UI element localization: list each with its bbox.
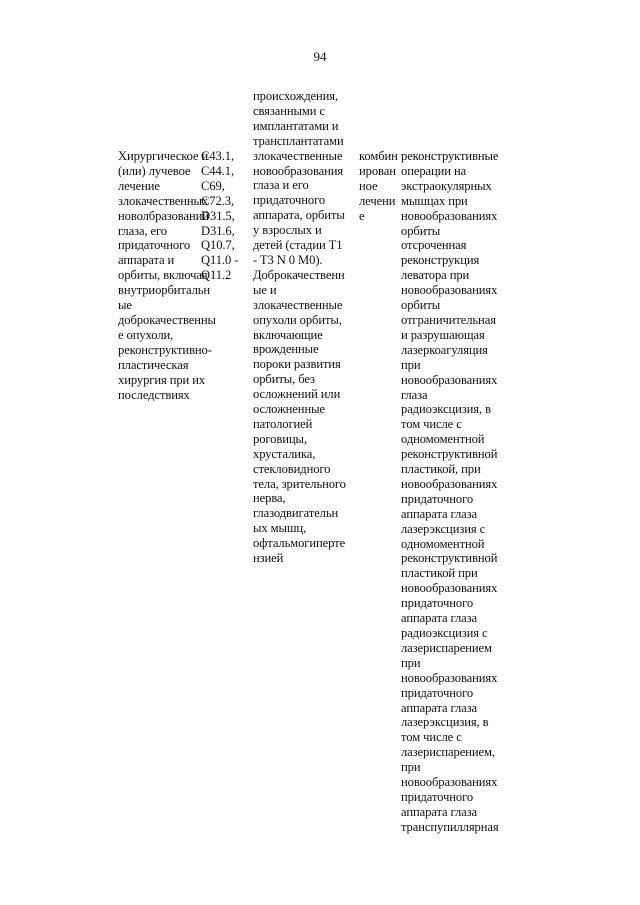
patient-model-cell: происхождения, связанными с имплантатами и трансплантатами злокачественные новообразования глаза и его придаточного аппарата, орбиты у взрослых и детей (стадии T1 - T3 N 0 M0). Доброкачественн ые и злокачественные опухоли орбиты, включающие врожденные пороки развития орбиты, без осложнений или осложненные патологией роговицы, хрусталика, стекловидного тела, зрительного нерва, глазодвигательн ых мышц, офтальмогиперте нзией (253, 89, 346, 566)
care-name-cell: Хирургическое и (или) лучевое лечение злокачественных новолбразований глаза, его придаточного аппарата и орбиты, включая внутриорбитальн ые доброкачественны е опухоли, реконструктивно- пластическая хирургия при их последствиях (118, 149, 216, 402)
treatment-type-cell: комбин ирован ное лечени е (359, 149, 398, 223)
icd-codes-cell: C43.1, C44.1, C69, C72.3, D31.5, D31.6, Q10.7, Q11.0 - Q11.2 (201, 149, 239, 283)
page-number: 94 (313, 49, 327, 64)
treatment-method-cell: реконструктивные операции на экстраокулярных мышцах при новообразованиях орбиты отсроченная реконструкция леватора при новообразованиях орбиты отграничительная и разрушающая лазеркоагуляция при новообразованиях глаза радиоэксцизия, в том числе с одномоментной реконструктивной пластикой, при новообразованиях придаточного аппарата глаза лазерэксцизия с одномоментной реконструктивной пластикой при новообразованиях придаточного аппарата глаза радиоэксцизия с лазериспарением при новообразованиях придаточного аппарата глаза лазерэксцизия, в том числе с лазериспарением, при новообразованиях придаточного аппарата глаза транспупиллярная (401, 149, 499, 834)
